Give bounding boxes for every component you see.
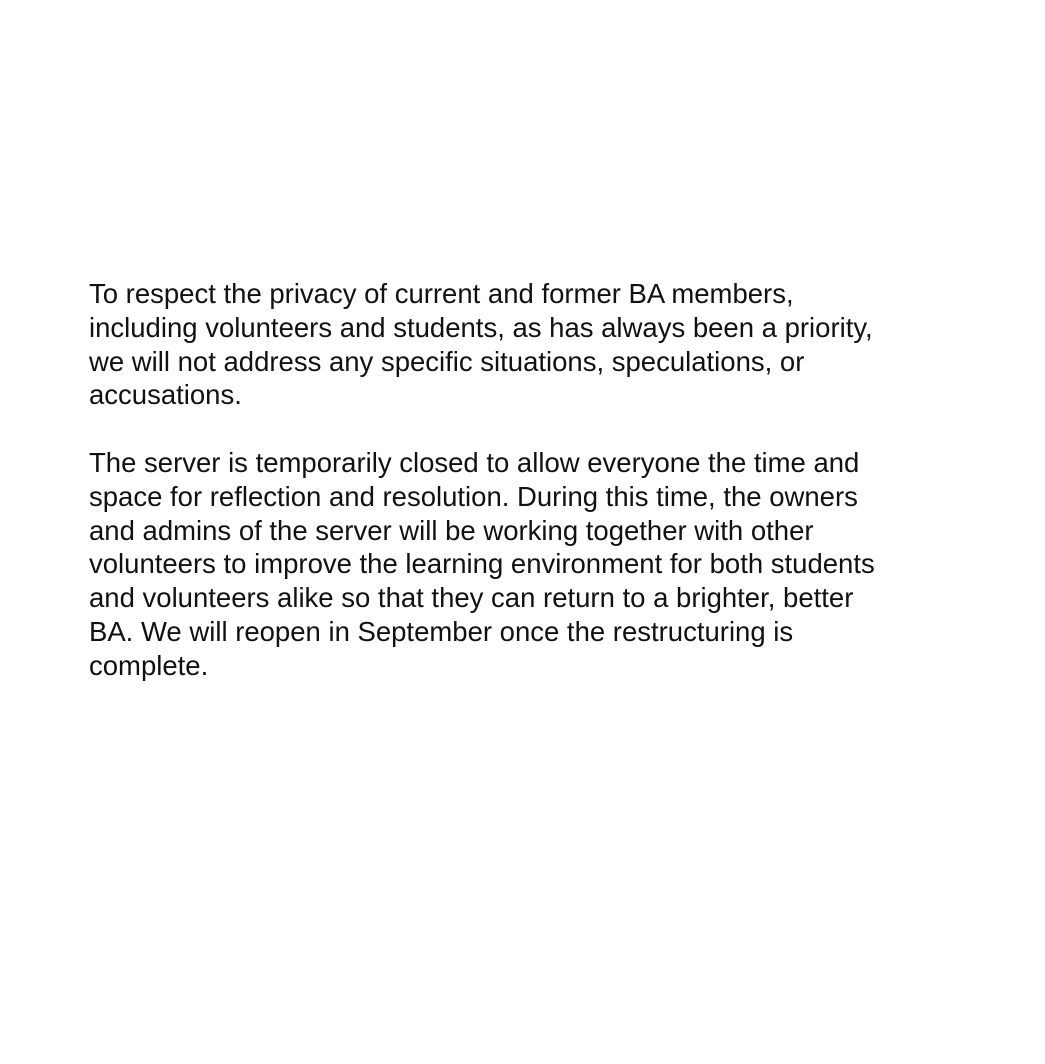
paragraph-line: and admins of the server will be working together with other (89, 514, 814, 546)
paragraph-line: accusations. (89, 379, 242, 411)
paragraph-line: BA. We will reopen in September once the restructuring is (89, 615, 794, 647)
paragraph-line: and volunteers alike so that they can return to a brighter, better (89, 582, 854, 614)
privacy-paragraph (89, 277, 989, 412)
paragraph-line: complete. (89, 649, 209, 681)
paragraph-line: we will not address any specific situations, speculations, or (89, 345, 805, 377)
paragraph-line: volunteers to improve the learning environment for both students (89, 548, 875, 580)
paragraph-line: space for reflection and resolution. During this time, the owners (89, 480, 858, 512)
paragraph-line: including volunteers and students, as has always been a priority, (89, 311, 873, 343)
server-closure-paragraph (89, 446, 989, 683)
paragraph-line: The server is temporarily closed to allow everyone the time and (89, 446, 860, 478)
statement-text (89, 277, 989, 683)
paragraph-line: To respect the privacy of current and former BA members, (89, 278, 794, 309)
